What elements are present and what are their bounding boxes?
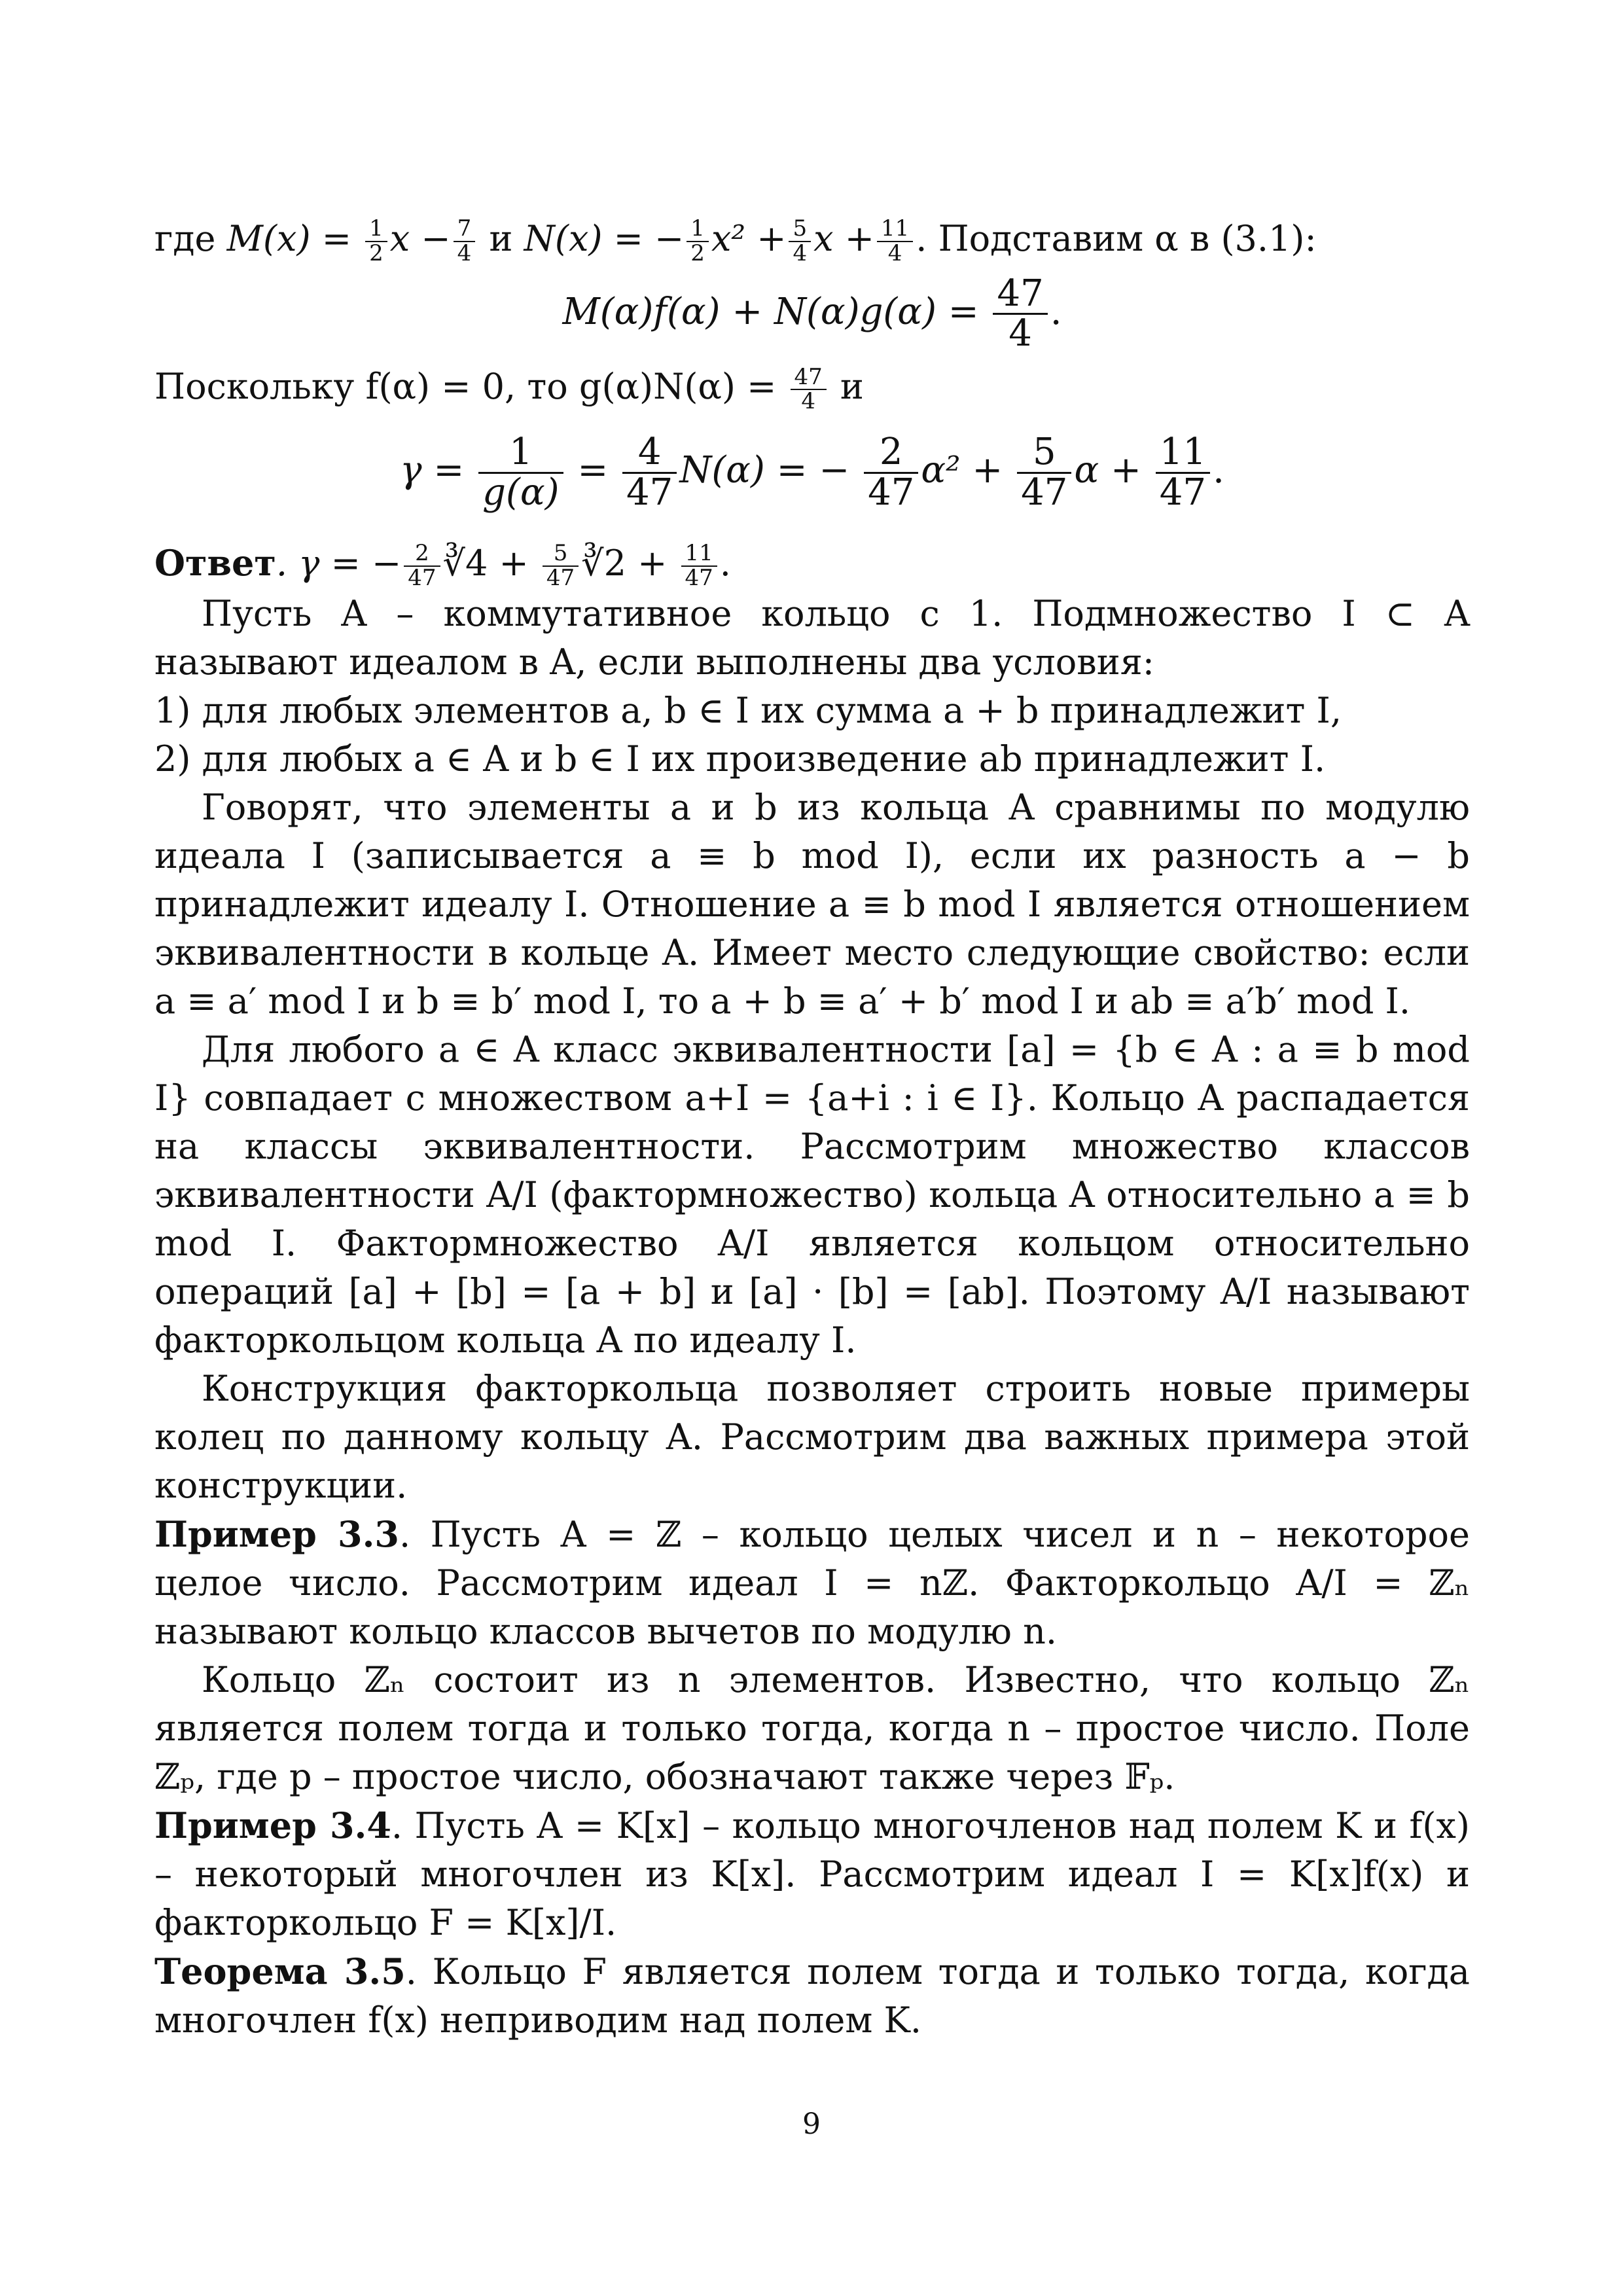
answer-line: Ответ. γ = − $\frac{2}{47}$ ∛4 + $\frac{5}{47}$ ∛2 + $\frac{11}{47}$ .	[154, 539, 731, 591]
answer-fraction-5-47: $\frac{5}{47}$	[543, 542, 579, 590]
fraction-1-over-g: $\frac{1}{g(\alpha)}$	[478, 433, 563, 512]
equation-mf-ng: M(α)f(α) + N(α)g(α) = $\frac{47}{4}$ .	[562, 272, 1062, 355]
page-content	[154, 215, 1470, 2045]
ideal-condition-1: 1) для любых элементов a, b ∈ I их сумма a + b принадлежит I,	[154, 690, 1342, 732]
fraction-half-2: $\frac{1}{2}$	[687, 217, 709, 265]
answer-fraction-2-47: $\frac{2}{47}$	[404, 542, 440, 590]
text-and: и	[478, 218, 524, 259]
m-tail: x −	[389, 218, 451, 259]
fraction-47-4: $\frac{47}{4}$	[993, 275, 1047, 354]
equation-lhs: M(α)f(α) + N(α)g(α) =	[562, 290, 979, 333]
ideal-definition: Пусть A – коммутативное кольцо с 1. Подмножество I ⊂ A называют идеалом в A, если выполнены два условия:	[154, 593, 1470, 683]
example-3-3-label: Пример 3.3	[154, 1513, 399, 1556]
example-3-3-text: . Пусть A = ℤ – кольцо целых чисел и n – некоторое целое число. Рассмотрим идеал I = nℤ. Факторкольцо A/I = ℤₙ называют кольцо классов вычетов по модулю n.	[154, 1514, 1471, 1653]
fraction-5-47: $\frac{5}{47}$	[1017, 433, 1071, 512]
definition-line-mn	[154, 215, 1470, 266]
n-term2: x +	[813, 218, 874, 259]
fraction-eleven-quarters: $\frac{11}{4}$	[877, 217, 913, 265]
fraction-11-47: $\frac{11}{47}$	[1156, 433, 1210, 512]
fraction-4-47: $\frac{4}{47}$	[622, 433, 677, 512]
since-text: Поскольку f(α) = 0, то g(α)N(α) =	[154, 366, 777, 408]
text-where: где	[154, 218, 227, 259]
example-3-4-text: . Пусть A = K[x] – кольцо многочленов над полем K и f(x) – некоторый многочлен из K[x]. Рассмотрим идеал I = K[x]f(x) и факторкольцо F = K[x]/I.	[154, 1805, 1470, 1944]
text-substitute: . Подставим α в (3.1):	[916, 218, 1317, 259]
n-term1: x² +	[711, 218, 787, 259]
zn-paragraph: Кольцо ℤₙ состоит из n элементов. Известно, что кольцо ℤₙ является полем тогда и только тогда, когда n – простое число. Поле ℤₚ, где p – простое число, обозначают также через 𝔽ₚ.	[154, 1659, 1470, 1798]
congruence-paragraph: Говорят, что элементы a и b из кольца A сравнимы по модулю идеала I (записывается a ≡ b mod I), если их разность a − b принадлежит идеалу I. Отношение a ≡ b mod I является отношением эквивалентности в кольце A. Имеет место следующие свойство: если a ≡ a′ mod I и b ≡ b′ mod I, то a + b ≡ a′ + b′ mod I и ab ≡ a′b′ mod I.	[154, 787, 1470, 1022]
theorem-3-5-text: . Кольцо F является полем тогда и только тогда, когда многочлен f(x) неприводим над полем K.	[154, 1951, 1470, 2041]
equivalence-classes-paragraph: Для любого a ∈ A класс эквивалентности [a] = {b ∈ A : a ≡ b mod I} совпадает с множеством a+I = {a+i : i ∈ I}. Кольцо A распадается на классы эквивалентности. Рассмотрим множество классов эквивалентности A/I (фактормножество) кольца A относительно a ≡ b mod I. Фактормножество A/I является кольцом относительно операций [a] + [b] = [a + b] и [a] · [b] = [ab]. Поэтому A/I называют факторкольцом кольца A по идеалу I.	[154, 1029, 1470, 1361]
ideal-condition-2: 2) для любых a ∈ A и b ∈ I их произведение ab принадлежит I.	[154, 738, 1326, 780]
answer-fraction-11-47: $\frac{11}{47}$	[681, 542, 717, 590]
fraction-47-4-small: $\frac{47}{4}$	[791, 366, 827, 414]
fraction-five-quarters: $\frac{5}{4}$	[789, 217, 811, 265]
m-of-x: M(x) =	[226, 218, 363, 259]
since-line: Поскольку f(α) = 0, то g(α)N(α) = $\frac{47}{4}$ и	[154, 363, 864, 415]
answer-label: Ответ	[154, 541, 276, 584]
example-3-4	[154, 1801, 1470, 1947]
fraction-half: $\frac{1}{2}$	[365, 217, 387, 265]
fraction-2-47: $\frac{2}{47}$	[864, 433, 918, 512]
example-3-4-label: Пример 3.4	[154, 1804, 391, 1847]
n-of-x: N(x) = −	[524, 218, 685, 259]
theorem-3-5-label: Теорема 3.5	[154, 1950, 406, 1993]
theorem-3-5	[154, 1947, 1470, 2045]
construction-paragraph: Конструкция факторкольца позволяет строить новые примеры колец по данному кольцу A. Рассмотрим два важных примера этой конструкции.	[154, 1368, 1470, 1507]
fraction-seven-quarters: $\frac{7}{4}$	[454, 217, 476, 265]
equation-gamma: γ = $\frac{1}{g(\alpha)}$ = $\frac{4}{47}$ N(α) = − $\frac{2}{47}$ α² + $\frac{5}{47}$ α + $\frac{11}{47}$ .	[400, 430, 1224, 514]
example-3-3	[154, 1510, 1470, 1656]
page-number: 9	[802, 2108, 821, 2141]
